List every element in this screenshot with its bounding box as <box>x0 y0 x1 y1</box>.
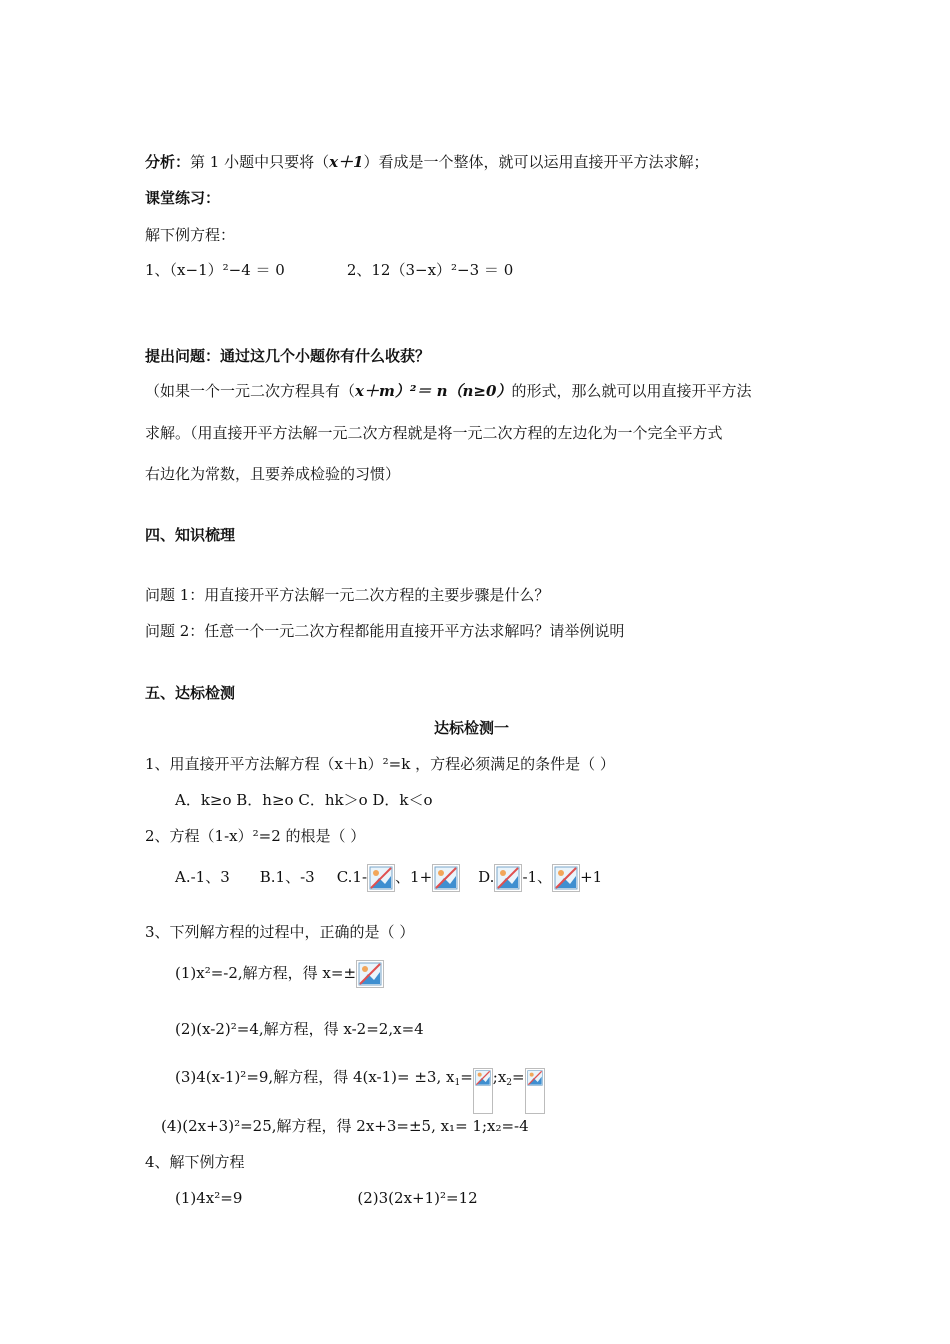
broken-image-icon <box>367 864 395 892</box>
test-question-1: 1、用直接开平方法解方程（x＋h）²=k ，方程必须满足的条件是（ ） <box>145 755 615 773</box>
test-question-3-item-3: (3)4(x-1)²=9,解方程，得 4(x-1)= ±3, $x_1=$ $;x_2=$ <box>175 1067 545 1114</box>
test-question-3-item-4: (4)(2x+3)²=25,解方程，得 2x+3=±5, x₁= 1;x₂=-4 <box>161 1117 529 1135</box>
test-question-4-item-2: (2)3(2x+1)²=12 <box>357 1189 478 1207</box>
analysis-label: 分析： <box>145 153 191 171</box>
question-line-2: 求解。（用直接开平方法解一元二次方程就是将一元二次方程的左边化为一个完全平方式 <box>145 424 723 442</box>
broken-image-icon <box>525 1068 545 1114</box>
broken-image-icon <box>356 960 384 988</box>
section-5-title: 五、达标检测 <box>145 684 236 702</box>
question-line-1: （如果一个一元二次方程具有（x＋m）²＝ n（n≥0）的形式，那么就可以用直接开平方法 <box>145 382 752 400</box>
section-5-subtitle: 达标检测一 <box>434 719 510 737</box>
broken-image-icon <box>552 864 580 892</box>
practice-instruction: 解下例方程： <box>145 226 236 244</box>
test-question-3-item-1: (1)x²=-2,解方程，得 x=± <box>175 960 384 988</box>
question-line-3: 右边化为常数，且要养成检验的习惯） <box>145 465 401 483</box>
broken-image-icon <box>494 864 522 892</box>
section-4-question-1: 问题 1：用直接开平方法解一元二次方程的主要步骤是什么？ <box>145 586 550 604</box>
practice-problem-2: 2、12（3−x）²−3 ＝ 0 <box>346 261 514 279</box>
practice-problem-1: 1、（x−1）²−4 ＝ 0 <box>145 261 285 279</box>
test-question-4-item-1: (1)4x²=9 <box>175 1189 243 1207</box>
test-question-4-items <box>175 1188 478 1208</box>
practice-title: 课堂练习： <box>145 189 221 207</box>
broken-image-icon <box>473 1068 493 1114</box>
test-question-2-options: A.-1、3 B.1、-3 C.1- 、1+ D. -1、 +1 <box>175 864 602 892</box>
question-title: 提出问题：通过这几个小题你有什么收获？ <box>145 347 431 365</box>
test-question-4: 4、解下例方程 <box>145 1153 245 1171</box>
test-question-3-item-2: (2)(x-2)²=4,解方程，得 x-2=2,x=4 <box>175 1020 424 1038</box>
test-question-3: 3、下列解方程的过程中，正确的是（ ） <box>145 923 415 941</box>
broken-image-icon <box>432 864 460 892</box>
practice-problems <box>145 260 513 280</box>
section-4-title: 四、知识梳理 <box>145 526 236 544</box>
test-question-2: 2、方程（1-x）²=2 的根是（ ） <box>145 827 366 845</box>
test-question-1-options: A．k≥o B．h≥o C．hk＞o D．k＜o <box>175 791 433 809</box>
section-4-question-2: 问题 2：任意一个一元二次方程都能用直接开平方法求解吗？请举例说明 <box>145 622 625 640</box>
analysis-line: 分析：第 1 小题中只要将（x＋1）看成是一个整体，就可以运用直接开平方法求解； <box>145 153 709 171</box>
